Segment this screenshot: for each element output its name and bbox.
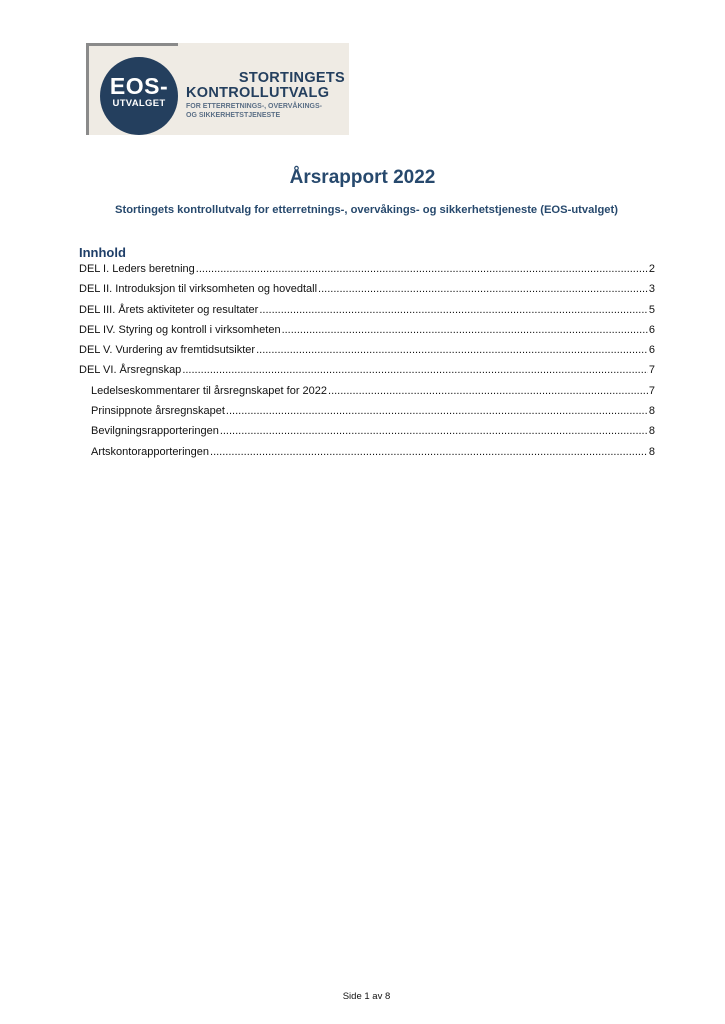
- toc-entry-page: 6: [648, 323, 655, 336]
- toc-entry-page: 5: [648, 303, 655, 316]
- toc-leader: [220, 425, 648, 437]
- toc-leader: [226, 405, 648, 417]
- toc-entry-page: 2: [648, 263, 655, 275]
- logo: [86, 43, 349, 135]
- toc-leader: [318, 283, 648, 295]
- toc-entry-label: DEL III. Årets aktiviteter og resultater: [79, 303, 259, 316]
- logo-line-3: FOR ETTERRETNINGS-, OVERVÅKINGS-: [186, 103, 322, 110]
- toc-entry-del-4[interactable]: [79, 324, 655, 344]
- logo-line-4: OG SIKKERHETSTJENESTE: [186, 112, 281, 119]
- toc-entry-artskontorapporteringen[interactable]: [79, 446, 655, 466]
- toc-leader: [182, 364, 648, 376]
- toc-entry-page: 7: [648, 364, 655, 377]
- toc-entry-page: 8: [648, 405, 655, 418]
- page-title: Årsrapport 2022: [289, 167, 436, 188]
- toc-entry-label: Bevilgningsrapporteringen: [91, 425, 219, 438]
- toc-entry-label: DEL V. Vurdering av fremtidsutsikter: [79, 344, 256, 357]
- toc-entry-label: Artskontorapporteringen: [91, 445, 210, 458]
- toc-entry-del-6[interactable]: [79, 364, 655, 384]
- toc-entry-label: DEL I. Leders beretning: [79, 263, 195, 275]
- toc-leader: [259, 304, 648, 316]
- page-footer: Side 1 av 8: [342, 991, 391, 1002]
- table-of-contents: [79, 263, 655, 466]
- logo-line-1: STORTINGETS: [238, 70, 345, 86]
- toc-entry-page: 3: [648, 283, 655, 296]
- toc-leader: [256, 344, 648, 356]
- toc-entry-label: DEL IV. Styring og kontroll i virksomheten: [79, 323, 281, 336]
- page-subtitle: Stortingets kontrollutvalg for etterretnings-, overvåkings- og sikkerhetstjeneste (EOS-utvalget): [115, 204, 618, 216]
- toc-entry-page: 8: [648, 445, 655, 458]
- logo-frame-left: [86, 43, 89, 135]
- toc-entry-del-1[interactable]: [79, 263, 655, 283]
- logo-badge-subtitle: UTVALGET: [112, 98, 166, 109]
- toc-entry-label: DEL VI. Årsregnskap: [79, 364, 182, 377]
- toc-entry-page: 6: [648, 344, 655, 357]
- toc-entry-bevilgningsrapporteringen[interactable]: [79, 425, 655, 445]
- logo-frame-top: [86, 43, 178, 46]
- logo-badge: [100, 57, 178, 135]
- logo-wordmark: [186, 71, 348, 120]
- toc-entry-prinsippnote[interactable]: [79, 405, 655, 425]
- toc-entry-del-3[interactable]: [79, 304, 655, 324]
- toc-entry-label: DEL II. Introduksjon til virksomheten og hovedtall: [79, 283, 318, 296]
- toc-leader: [210, 446, 648, 458]
- toc-entry-ledelseskommentarer[interactable]: [79, 385, 655, 405]
- toc-entry-page: 8: [648, 425, 655, 438]
- toc-entry-page: 7: [648, 384, 655, 397]
- toc-entry-del-2[interactable]: [79, 283, 655, 303]
- toc-entry-del-5[interactable]: [79, 344, 655, 364]
- toc-entry-label: Prinsippnote årsregnskapet: [91, 405, 225, 418]
- toc-leader: [282, 324, 648, 336]
- toc-leader: [328, 385, 648, 397]
- logo-line-2: KONTROLLUTVALG: [186, 85, 330, 101]
- toc-entry-label: Ledelseskommentarer til årsregnskapet for 2022: [91, 384, 328, 397]
- toc-leader: [196, 263, 648, 275]
- toc-heading: Innhold: [79, 245, 126, 260]
- logo-badge-title: EOS-: [109, 73, 169, 99]
